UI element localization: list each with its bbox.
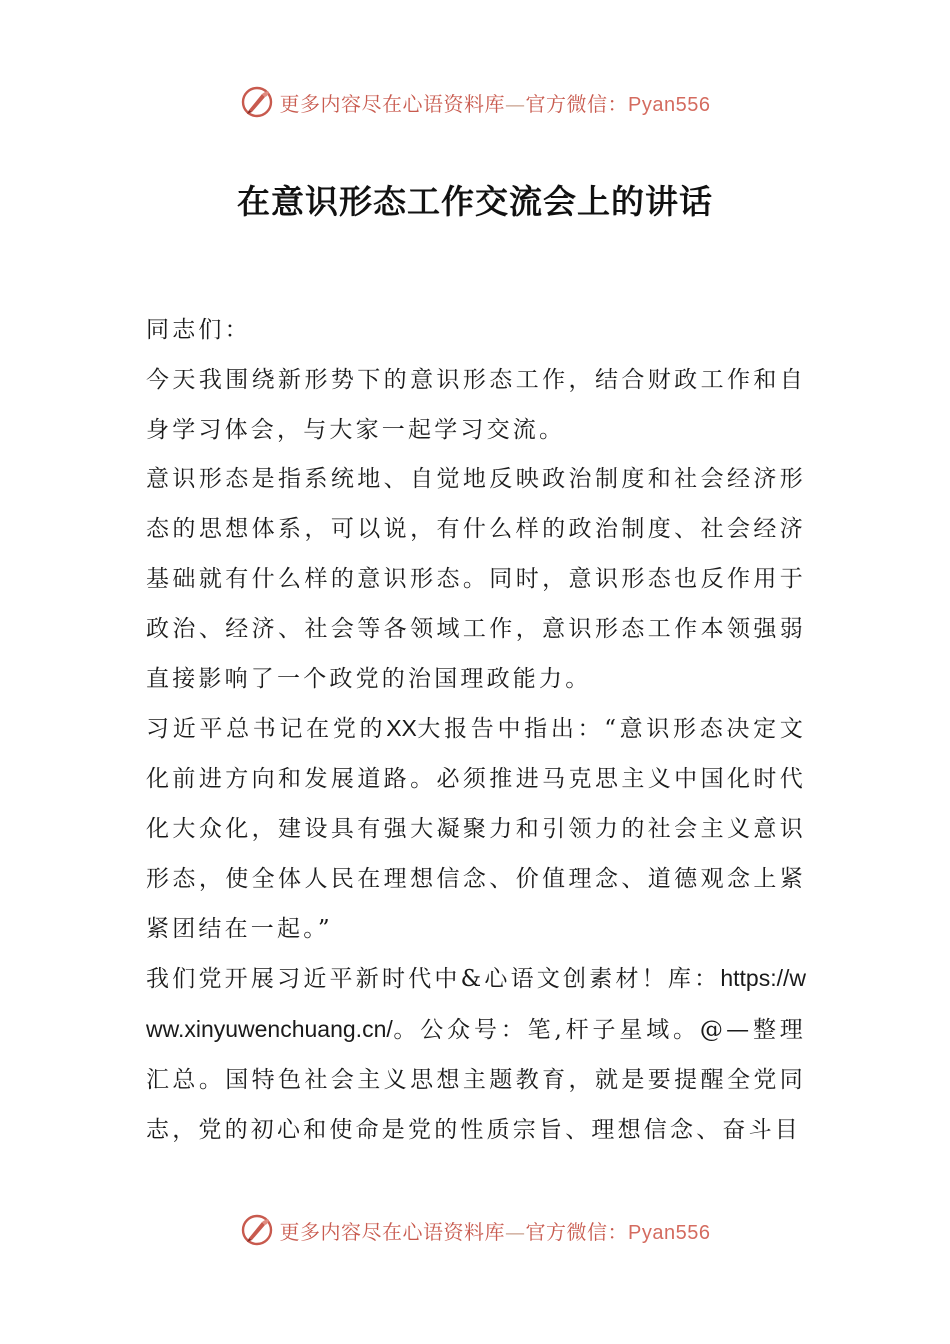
paragraph-3 [146, 704, 806, 954]
banner-text [280, 88, 711, 117]
salutation: 同志们： [146, 317, 251, 343]
header-watermark-banner [0, 82, 950, 122]
footer-banner-text [280, 1216, 711, 1245]
paragraph-3-part-2: 大报告中指出：“意识形态决定文化前进方向和发展道路。必须推进马克思主义中国化时代化大众化，建设具有强大凝聚力和引领力的社会主义意识形态，使全体人民在理想信念、价值理念、道德观念上紧紧团结在一起。” [146, 716, 806, 942]
document-body [146, 306, 806, 1156]
footer-banner-slogan: 更多内容尽在心语资料库 [279, 1219, 506, 1244]
banner-wechat-handle: Pyan556 [628, 93, 711, 116]
paragraph-4-url: https://www.xinyuwenchuang.cn/ [146, 965, 806, 1043]
paragraph-3-part-1: 习近平总书记在党的 [146, 716, 387, 743]
banner-slogan: 更多内容尽在心语资料库 [279, 91, 506, 116]
banner-wechat-label: 官方微信： [525, 91, 629, 116]
paragraph-1: 今天我围绕新形势下的意识形态工作，结合财政工作和自身学习体会，与大家一起学习交流。 [146, 366, 806, 443]
paragraph-4-part-1: 我们党开展习近平新时代中&心语文创素材！库： [146, 966, 721, 993]
quill-pen-icon [240, 85, 274, 119]
footer-banner-wechat-handle: Pyan556 [628, 1221, 711, 1244]
document-title: 在意识形态工作交流会上的讲话 [237, 182, 713, 221]
quill-pen-icon [240, 1213, 274, 1247]
paragraph-2: 意识形态是指系统地、自觉地反映政治制度和社会经济形态的思想体系，可以说，有什么样的政治制度、社会经济基础就有什么样的意识形态。同时，意识形态也反作用于政治、经济、社会等各领域工作，意识形态工作本领强弱直接影响了一个政党的治国理政能力。 [146, 466, 806, 692]
footer-banner-wechat-label: 官方微信： [525, 1219, 629, 1244]
paragraph-4 [146, 954, 806, 1155]
footer-watermark-banner [0, 1210, 950, 1250]
footer-banner-separator: — [505, 1219, 526, 1244]
paragraph-3-xx: XX [386, 715, 417, 742]
banner-separator: — [505, 91, 526, 116]
paragraph-4-part-2: 。公众号：笔,杆子星域。@—整理汇总。国特色社会主义思想主题教育，就是要提醒全党同志，党的初心和使命是党的性质宗旨、理想信念、奋斗目 [146, 1017, 806, 1143]
